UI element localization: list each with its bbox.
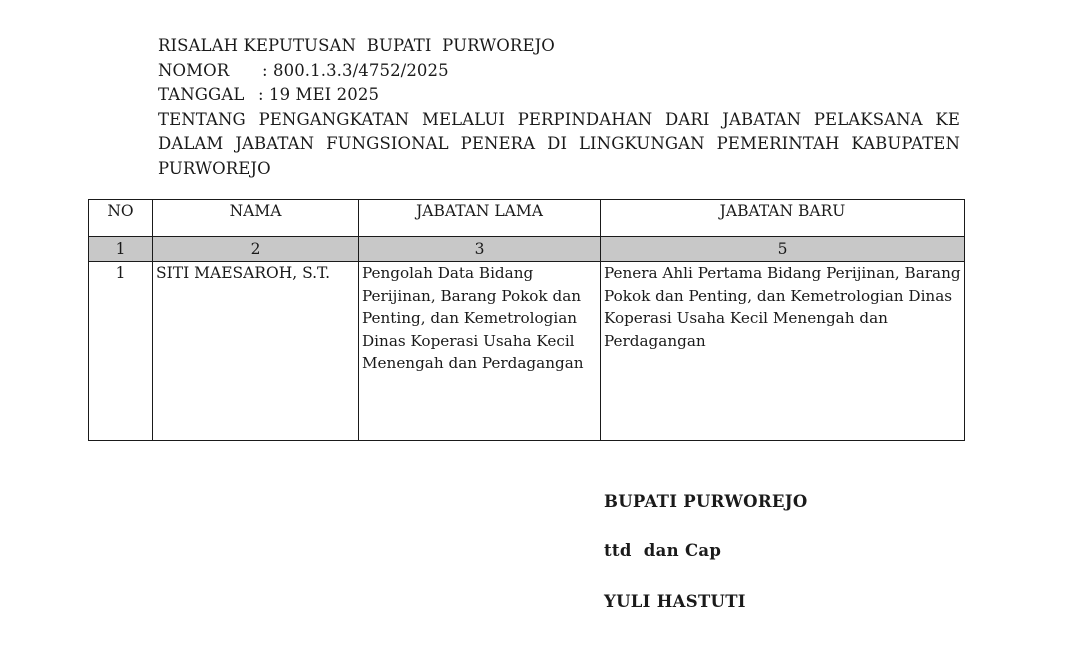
row-nama: SITI MAESAROH, S.T. xyxy=(153,262,359,441)
table-row xyxy=(89,262,965,441)
table-header-row xyxy=(89,200,965,237)
column-number: 2 xyxy=(153,237,359,262)
row-jabatan-baru: Penera Ahli Pertama Bidang Perijinan, Barang Pokok dan Penting, dan Kemetrologian Dinas Koperasi Usaha Kecil Menengah dan Perdagangan xyxy=(601,262,965,441)
column-number: 1 xyxy=(89,237,153,262)
tentang-text: TENTANG PENGANGKATAN MELALUI PERPINDAHAN DARI JABATAN PELAKSANA KE DALAM JABATAN FUNGSIONAL PENERA DI LINGKUNGAN PEMERINTAH KABUPATEN PURWOREJO xyxy=(158,109,960,178)
row-no: 1 xyxy=(89,262,153,441)
column-number: 5 xyxy=(601,237,965,262)
column-number: 3 xyxy=(359,237,601,262)
signature-name: YULI HASTUTI xyxy=(604,592,746,611)
signature-ttd: ttd dan Cap xyxy=(604,541,722,560)
signature-title: BUPATI PURWOREJO xyxy=(604,492,808,511)
tanggal-line xyxy=(158,83,960,108)
header-no: NO xyxy=(89,200,153,237)
appointment-table xyxy=(88,199,965,441)
nomor-value: : 800.1.3.3/4752/2025 xyxy=(262,60,449,80)
nomor-line xyxy=(158,59,960,84)
tanggal-value: : 19 MEI 2025 xyxy=(258,85,380,105)
tanggal-label: TANGGAL xyxy=(158,85,245,105)
row-jabatan-lama: Pengolah Data Bidang Perijinan, Barang Pokok dan Penting, dan Kemetrologian Dinas Koperasi Usaha Kecil Menengah dan Perdagangan xyxy=(359,262,601,441)
header-jabatan-lama: JABATAN LAMA xyxy=(359,200,601,237)
header-jabatan-baru: JABATAN BARU xyxy=(601,200,965,237)
document-title: RISALAH KEPUTUSAN BUPATI PURWOREJO xyxy=(158,36,555,55)
header-nama: NAMA xyxy=(153,200,359,237)
column-number-row xyxy=(89,237,965,262)
document-header xyxy=(158,34,960,182)
nomor-label: NOMOR xyxy=(158,60,230,80)
